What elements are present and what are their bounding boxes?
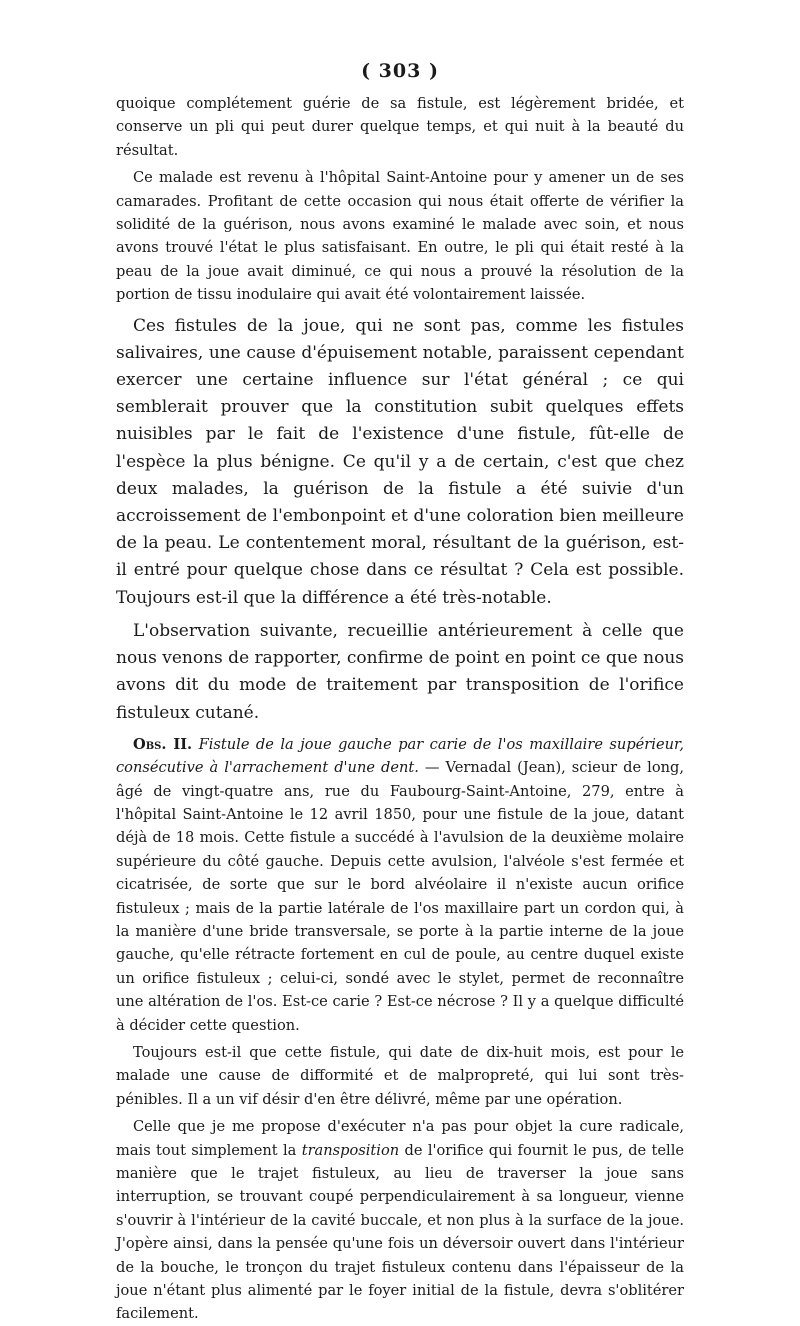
transposition-text-start: Celle que je me propose d'exécuter n'a pas pour objet la cure radicale, mais tout simplement la (116, 1118, 684, 1159)
transposition-emphasis: transposition (301, 1141, 400, 1159)
paragraph-observation-two (116, 733, 684, 1037)
paragraph-hospital-return: Ce malade est revenu à l'hôpital Saint-Antoine pour y amener un de ses camarades. Profitant de cette occasion qui nous était offerte de vérifier la solidité de la guérison, nous avons examiné le malade avec soin, et nous avons trouvé l'état le plus satisfaisant. En outre, le pli qui était resté à la peau de la joue avait diminué, ce qui nous a prouvé la résolution de la portion de tissu inodulaire qui avait été volontairement laissée. (116, 169, 684, 304)
observation-body: — Vernadal (Jean), scieur de long, âgé de vingt-quatre ans, rue du Faubourg-Saint-Antoine, 279, entre à l'hôpital Saint-Antoine le 12 avril 1850, pour une fistule de la joue, datant déjà de 18 mois. Cette fistule a succédé à l'avulsion de la deuxième molaire supérieure du côté gauche. Depuis cette avulsion, l'alvéole s'est fermée et cicatrisée, de sorte que sur le bord alvéolaire il n'existe aucun orifice fistuleux ; mais de la partie latérale de l'os maxillaire part un cordon qui, à la manière d'une bride transversale, se porte à la partie interne de la joue gauche, qu'elle rétracte fortement en cul de poule, au centre duquel existe un orifice fistuleux ; celui-ci, sondé avec le stylet, permet de reconnaître une altération de l'os. Est-ce carie ? Est-ce nécrose ? Il y a quelque difficulté à décider cette question. (116, 759, 684, 1034)
paragraph-deformity: Toujours est-il que cette fistule, qui date de dix-huit mois, est pour le malade une cause de difformité et de malpropreté, qui lui sont très-pénibles. Il a un vif désir d'en être délivré, même par une opération. (116, 1043, 684, 1108)
page-number: ( 303 ) (361, 60, 439, 82)
observation-title: Fistule de la joue gauche par carie de l'os maxillaire supérieur, consécutive à l'arrachement d'une dent. (116, 735, 684, 777)
transposition-text-end: de l'orifice qui fournit le pus, de telle manière que le trajet fistuleux, au lieu de traverser la joue sans interruption, se trouvant coupé perpendiculairement à sa longueur, vienne s'ouvrir à l'intérieur de la cavité buccale, et non plus à la surface de la joue. J'opère ainsi, dans la pensée qu'une fois un déversoir ouvert dans l'intérieur de la bouche, le tronçon du trajet fistuleux contenu dans l'épaisseur de la joue n'étant plus alimenté par le foyer initial de la fistule, devra s'oblitérer facilement. (116, 1141, 685, 1323)
book-page (116, 58, 684, 1326)
paragraph-continuation: quoique complétement guérie de sa fistule, est légèrement bridée, et conserve un pli qui peut durer quelque temps, et qui nuit à la beauté du résultat. (116, 95, 684, 159)
paragraph-transposition (116, 1115, 684, 1326)
observation-label: Obs. II. (133, 735, 193, 753)
paragraph-cheek-fistulas: Ces fistules de la joue, qui ne sont pas, comme les fistules salivaires, une cause d'épuisement notable, paraissent cependant exercer une certaine influence sur l'état général ; ce qui semblerait prouver que la constitution subit quelques effets nuisibles par le fait de l'existence d'une fistule, fût-elle de l'espèce la plus bénigne. Ce qu'il y a de certain, c'est que chez deux malades, la guérison de la fistule a été suivie d'un accroissement de l'embonpoint et d'une coloration bien meilleure de la peau. Le contentement moral, résultant de la guérison, est-il entré pour quelque chose dans ce résultat ? Cela est possible. Toujours est-il que la différence a été très-notable. (116, 315, 684, 608)
paragraph-following-observation: L'observation suivante, recueillie antérieurement à celle que nous venons de rapporter, confirme de point en point ce que nous avons dit du mode de traitement par transposition de l'orifice fistuleux cutané. (116, 620, 685, 723)
